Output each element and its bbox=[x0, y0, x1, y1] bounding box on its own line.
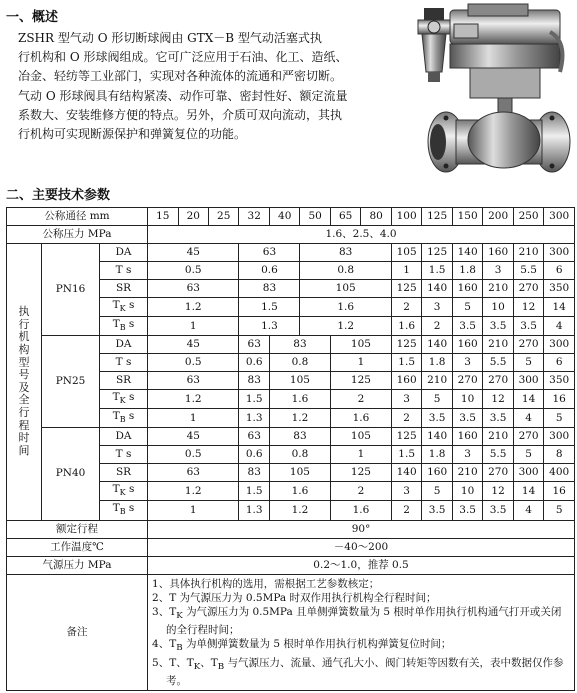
table-cell: 125 bbox=[330, 464, 391, 482]
table-cell: 14 bbox=[513, 390, 543, 409]
param-subscript: K bbox=[119, 304, 126, 314]
param-symbol: DA bbox=[115, 430, 132, 443]
table-cell: 270 bbox=[483, 464, 513, 482]
table-cell: 1.2 bbox=[269, 501, 330, 520]
table-cell: 10 bbox=[452, 390, 482, 409]
table-cell: 10 bbox=[452, 482, 482, 501]
product-photo bbox=[410, 2, 572, 176]
table-cell: 63 bbox=[239, 336, 269, 354]
table-cell: 3.5 bbox=[452, 409, 482, 428]
param-symbol: T bbox=[112, 502, 120, 515]
table-cell: 160 bbox=[391, 372, 421, 390]
table-cell: 140 bbox=[422, 428, 452, 446]
table-cell: 140 bbox=[452, 244, 482, 262]
table-cell: 350 bbox=[544, 280, 575, 298]
pn-value: 1.6、2.5、4.0 bbox=[148, 226, 575, 244]
table-cell: 1.6 bbox=[269, 482, 330, 501]
table-cell: 105 bbox=[330, 428, 391, 446]
rated-travel-value: 90° bbox=[148, 520, 575, 538]
table-cell: 63 bbox=[239, 244, 300, 262]
table-cell: 1.6 bbox=[391, 317, 421, 336]
row-parameter-label bbox=[100, 317, 148, 336]
param-subscript: K bbox=[119, 488, 126, 498]
table-cell: 2 bbox=[330, 482, 391, 501]
dn-value: 20 bbox=[178, 208, 208, 226]
table-cell: 3 bbox=[452, 354, 482, 372]
dn-value: 50 bbox=[300, 208, 330, 226]
param-subscript: B bbox=[119, 415, 126, 425]
table-cell: 45 bbox=[148, 428, 239, 446]
dn-label: 公称通径 mm bbox=[7, 208, 148, 226]
table-cell: 1.2 bbox=[148, 390, 239, 409]
table-cell: 83 bbox=[239, 464, 269, 482]
table-cell: 3.5 bbox=[483, 409, 513, 428]
table-cell: 1.5 bbox=[239, 298, 300, 317]
param-symbol: SR bbox=[115, 374, 132, 387]
table-cell: 1.5 bbox=[391, 354, 421, 372]
table-cell: 4 bbox=[513, 409, 543, 428]
section-title-parameters: 二、主要技术参数 bbox=[6, 188, 111, 203]
table-cell: 1 bbox=[148, 317, 239, 336]
table-cell: 105 bbox=[330, 336, 391, 354]
table-cell: 1.8 bbox=[422, 446, 452, 464]
table-cell: 5 bbox=[422, 390, 452, 409]
parameter-table bbox=[6, 207, 575, 691]
table-cell: 3 bbox=[452, 446, 482, 464]
table-cell: 2 bbox=[391, 298, 421, 317]
table-cell: 1.8 bbox=[422, 354, 452, 372]
param-unit: s bbox=[125, 483, 135, 496]
table-cell: 5 bbox=[452, 298, 482, 317]
param-subscript: B bbox=[119, 323, 126, 333]
row-parameter-label bbox=[100, 280, 148, 298]
table-cell: 1.2 bbox=[148, 298, 239, 317]
table-row bbox=[7, 244, 575, 262]
table-cell: 14 bbox=[544, 298, 575, 317]
table-cell: 160 bbox=[422, 464, 452, 482]
row-parameter-label bbox=[100, 409, 148, 428]
table-cell: 0.6 bbox=[239, 446, 269, 464]
param-symbol: SR bbox=[115, 282, 132, 294]
table-cell: 1 bbox=[330, 446, 391, 464]
table-cell: 210 bbox=[422, 372, 452, 390]
table-cell: 0.6 bbox=[239, 354, 269, 372]
table-cell: 3.5 bbox=[483, 501, 513, 520]
table-cell: 300 bbox=[544, 336, 575, 354]
actuator-side-label-text: 执行机构型号及全行程时间 bbox=[18, 305, 30, 457]
table-cell: 5 bbox=[544, 409, 575, 428]
table-cell: 45 bbox=[148, 336, 239, 354]
table-cell: 83 bbox=[239, 280, 300, 298]
table-cell: 125 bbox=[391, 336, 421, 354]
dn-value: 300 bbox=[544, 208, 575, 226]
table-cell: 16 bbox=[544, 482, 575, 501]
table-cell: 5 bbox=[513, 354, 543, 372]
param-symbol: T s bbox=[115, 356, 132, 369]
row-parameter-label bbox=[100, 354, 148, 372]
intro-line: 行机构和 O 形球阀组成。它可广泛应用于石油、化工、造纸、 bbox=[18, 50, 348, 65]
table-cell: 3 bbox=[483, 262, 513, 280]
param-unit: s bbox=[125, 502, 135, 515]
table-cell: 2 bbox=[391, 501, 421, 520]
table-cell: 105 bbox=[269, 464, 330, 482]
note-item: 1、具体执行机构的选用，需根据工艺参数核定； bbox=[152, 577, 380, 590]
table-cell: 4 bbox=[544, 317, 575, 336]
table-cell: 3 bbox=[391, 482, 421, 501]
table-cell: 3 bbox=[391, 390, 421, 409]
param-symbol: T bbox=[112, 391, 120, 404]
table-cell: 105 bbox=[269, 372, 330, 390]
pressure-class-label: PN40 bbox=[42, 428, 100, 520]
table-cell: 83 bbox=[269, 336, 330, 354]
table-cell: 1 bbox=[330, 354, 391, 372]
table-cell: 140 bbox=[391, 464, 421, 482]
table-cell: 63 bbox=[239, 428, 269, 446]
table-cell: 0.8 bbox=[300, 262, 391, 280]
intro-line: 系数大、安装维修方便的特点。另外，介质可双向流动，其执 bbox=[18, 107, 343, 122]
dn-value: 15 bbox=[148, 208, 178, 226]
table-cell: 210 bbox=[483, 280, 513, 298]
table-cell: 105 bbox=[391, 244, 421, 262]
table-cell: 1.8 bbox=[452, 262, 482, 280]
table-cell: 160 bbox=[452, 336, 482, 354]
table-cell: 3 bbox=[422, 298, 452, 317]
table-cell: 1.3 bbox=[239, 409, 269, 428]
working-temperature-label: 工作温度℃ bbox=[7, 538, 148, 556]
table-cell: 83 bbox=[300, 244, 391, 262]
table-cell: 1.6 bbox=[269, 390, 330, 409]
table-cell: 16 bbox=[544, 390, 575, 409]
table-cell: 5 bbox=[544, 501, 575, 520]
table-cell: 270 bbox=[513, 280, 543, 298]
param-subscript: B bbox=[119, 507, 126, 517]
notes-content bbox=[148, 574, 575, 691]
intro-line: ZSHR 型气动 O 形切断球阀由 GTX－B 型气动活塞式执 bbox=[18, 31, 322, 45]
table-cell: 12 bbox=[483, 482, 513, 501]
param-symbol: T bbox=[112, 410, 120, 423]
row-parameter-label bbox=[100, 501, 148, 520]
table-row bbox=[7, 574, 575, 691]
intro-line: 行机构可实现断源保护和弹簧复位的功能。 bbox=[18, 127, 247, 142]
table-cell: 0.5 bbox=[148, 446, 239, 464]
table-cell: 270 bbox=[452, 372, 482, 390]
table-cell: 1.6 bbox=[300, 298, 391, 317]
table-cell: 3.5 bbox=[513, 317, 543, 336]
dn-value: 65 bbox=[330, 208, 360, 226]
table-row bbox=[7, 520, 575, 538]
table-cell: 0.5 bbox=[148, 262, 239, 280]
working-temperature-value: －40～200 bbox=[148, 538, 575, 556]
table-cell: 1 bbox=[148, 501, 239, 520]
intro-line: 气动 O 形球阀具有结构紧凑、动作可靠、密封性好、额定流量 bbox=[18, 88, 348, 103]
table-cell: 1.5 bbox=[239, 482, 269, 501]
table-cell: 4 bbox=[513, 501, 543, 520]
section-title-overview: 一、概述 bbox=[6, 10, 59, 25]
table-cell: 1.5 bbox=[422, 262, 452, 280]
table-cell: 3.5 bbox=[452, 501, 482, 520]
table-cell: 6 bbox=[544, 262, 575, 280]
note-item: 3、$T_K$ 为气源压力为 0.5MPa 且单侧弹簧数量为 5 根时单作用执行机构通气打开或关闭的全行程时间； bbox=[152, 605, 562, 637]
param-symbol: T s bbox=[115, 264, 132, 276]
table-cell: 1.5 bbox=[239, 390, 269, 409]
param-symbol: T s bbox=[115, 448, 132, 461]
table-cell: 125 bbox=[330, 372, 391, 390]
table-cell: 3.5 bbox=[483, 317, 513, 336]
param-symbol: DA bbox=[115, 338, 132, 351]
air-supply-pressure-label: 气源压力 MPa bbox=[7, 556, 148, 574]
row-parameter-label bbox=[100, 298, 148, 317]
table-cell: 5 bbox=[422, 482, 452, 501]
pressure-class-label: PN25 bbox=[42, 336, 100, 428]
table-cell: 1.2 bbox=[148, 482, 239, 501]
table-cell: 3.5 bbox=[422, 409, 452, 428]
row-parameter-label bbox=[100, 262, 148, 280]
param-symbol: SR bbox=[115, 466, 132, 479]
table-cell: 105 bbox=[300, 280, 391, 298]
table-cell: 0.8 bbox=[269, 446, 330, 464]
param-subscript: K bbox=[119, 396, 126, 406]
table-cell: 210 bbox=[483, 428, 513, 446]
table-cell: 1 bbox=[148, 409, 239, 428]
row-parameter-label bbox=[100, 482, 148, 501]
table-cell: 2 bbox=[391, 409, 421, 428]
table-cell: 45 bbox=[148, 244, 239, 262]
row-parameter-label bbox=[100, 372, 148, 390]
air-supply-pressure-value: 0.2～1.0，推荐 0.5 bbox=[148, 556, 575, 574]
intro-paragraph bbox=[18, 29, 403, 144]
table-cell: 160 bbox=[452, 280, 482, 298]
table-cell: 1.6 bbox=[330, 409, 391, 428]
table-cell: 160 bbox=[452, 428, 482, 446]
table-cell: 400 bbox=[544, 464, 575, 482]
param-unit: s bbox=[125, 391, 135, 404]
table-row bbox=[7, 428, 575, 446]
table-cell: 1.2 bbox=[300, 317, 391, 336]
pressure-class-label: PN16 bbox=[42, 244, 100, 336]
table-cell: 3.5 bbox=[422, 501, 452, 520]
table-cell: 63 bbox=[148, 280, 239, 298]
table-cell: 5.5 bbox=[513, 262, 543, 280]
table-cell: 10 bbox=[483, 298, 513, 317]
param-unit: s bbox=[125, 318, 135, 331]
row-parameter-label bbox=[100, 464, 148, 482]
table-cell: 5.5 bbox=[483, 354, 513, 372]
table-cell: 300 bbox=[544, 244, 575, 262]
table-cell: 125 bbox=[391, 428, 421, 446]
table-cell: 83 bbox=[239, 372, 269, 390]
table-row bbox=[7, 208, 575, 226]
table-cell: 6 bbox=[544, 354, 575, 372]
table-cell: 270 bbox=[513, 428, 543, 446]
notes-label: 备注 bbox=[7, 574, 148, 691]
table-cell: 300 bbox=[513, 464, 543, 482]
param-symbol: T bbox=[112, 318, 120, 331]
table-cell: 140 bbox=[422, 336, 452, 354]
table-row bbox=[7, 556, 575, 574]
table-cell: 160 bbox=[483, 244, 513, 262]
dn-value: 150 bbox=[452, 208, 482, 226]
table-cell: 210 bbox=[452, 464, 482, 482]
actuator-side-label bbox=[7, 244, 42, 521]
table-cell: 300 bbox=[544, 428, 575, 446]
table-cell: 210 bbox=[513, 244, 543, 262]
table-cell: 270 bbox=[513, 336, 543, 354]
table-cell: 140 bbox=[422, 280, 452, 298]
param-unit: s bbox=[125, 299, 135, 311]
dn-value: 25 bbox=[209, 208, 239, 226]
table-cell: 2 bbox=[330, 390, 391, 409]
table-cell: 0.8 bbox=[269, 354, 330, 372]
row-parameter-label bbox=[100, 244, 148, 262]
table-cell: 270 bbox=[483, 372, 513, 390]
table-cell: 210 bbox=[483, 336, 513, 354]
param-symbol: T bbox=[112, 299, 120, 311]
table-cell: 1.2 bbox=[269, 409, 330, 428]
dn-value: 250 bbox=[513, 208, 543, 226]
table-row bbox=[7, 336, 575, 354]
table-cell: 1.6 bbox=[330, 501, 391, 520]
table-cell: 12 bbox=[483, 390, 513, 409]
table-cell: 5.5 bbox=[483, 446, 513, 464]
table-cell: 5 bbox=[513, 446, 543, 464]
table-cell: 1.3 bbox=[239, 317, 300, 336]
dn-value: 40 bbox=[269, 208, 299, 226]
table-cell: 12 bbox=[513, 298, 543, 317]
param-unit: s bbox=[125, 410, 135, 423]
table-row bbox=[7, 226, 575, 244]
dn-value: 100 bbox=[391, 208, 421, 226]
table-cell: 63 bbox=[148, 464, 239, 482]
table-cell: 350 bbox=[544, 372, 575, 390]
row-parameter-label bbox=[100, 390, 148, 409]
dn-value: 80 bbox=[361, 208, 391, 226]
table-cell: 14 bbox=[513, 482, 543, 501]
note-item: 2、T 为气源压力为 0.5MPa 时双作用执行机构全行程时间； bbox=[152, 591, 437, 604]
note-item: 5、T、$T_K$、$T_B$ 与气源压力、流量、通气孔大小、阀门转矩等因数有关，表中数据仅作参考。 bbox=[152, 656, 564, 688]
table-cell: 1.5 bbox=[391, 446, 421, 464]
table-cell: 0.5 bbox=[148, 354, 239, 372]
table-cell: 300 bbox=[513, 372, 543, 390]
note-item: 4、$T_B$ 为单侧弹簧数量为 5 根时单作用执行机构弹簧复位时间； bbox=[152, 638, 452, 654]
table-cell: 125 bbox=[391, 280, 421, 298]
table-cell: 0.6 bbox=[239, 262, 300, 280]
table-cell: 8 bbox=[544, 446, 575, 464]
table-cell: 83 bbox=[269, 428, 330, 446]
table-cell: 1 bbox=[391, 262, 421, 280]
table-cell: 2 bbox=[422, 317, 452, 336]
table-cell: 1.3 bbox=[239, 501, 269, 520]
row-parameter-label bbox=[100, 428, 148, 446]
param-symbol: DA bbox=[115, 246, 132, 258]
dn-value: 125 bbox=[422, 208, 452, 226]
dn-value: 200 bbox=[483, 208, 513, 226]
row-parameter-label bbox=[100, 446, 148, 464]
table-cell: 3.5 bbox=[452, 317, 482, 336]
table-cell: 63 bbox=[148, 372, 239, 390]
row-parameter-label bbox=[100, 336, 148, 354]
dn-value: 32 bbox=[239, 208, 269, 226]
intro-line: 冶金、轻纺等工业部门，实现对各种流体的流通和严密切断。 bbox=[18, 69, 343, 84]
table-cell: 125 bbox=[422, 244, 452, 262]
rated-travel-label: 额定行程 bbox=[7, 520, 148, 538]
pn-label: 公称压力 MPa bbox=[7, 226, 148, 244]
param-symbol: T bbox=[112, 483, 120, 496]
table-row bbox=[7, 538, 575, 556]
